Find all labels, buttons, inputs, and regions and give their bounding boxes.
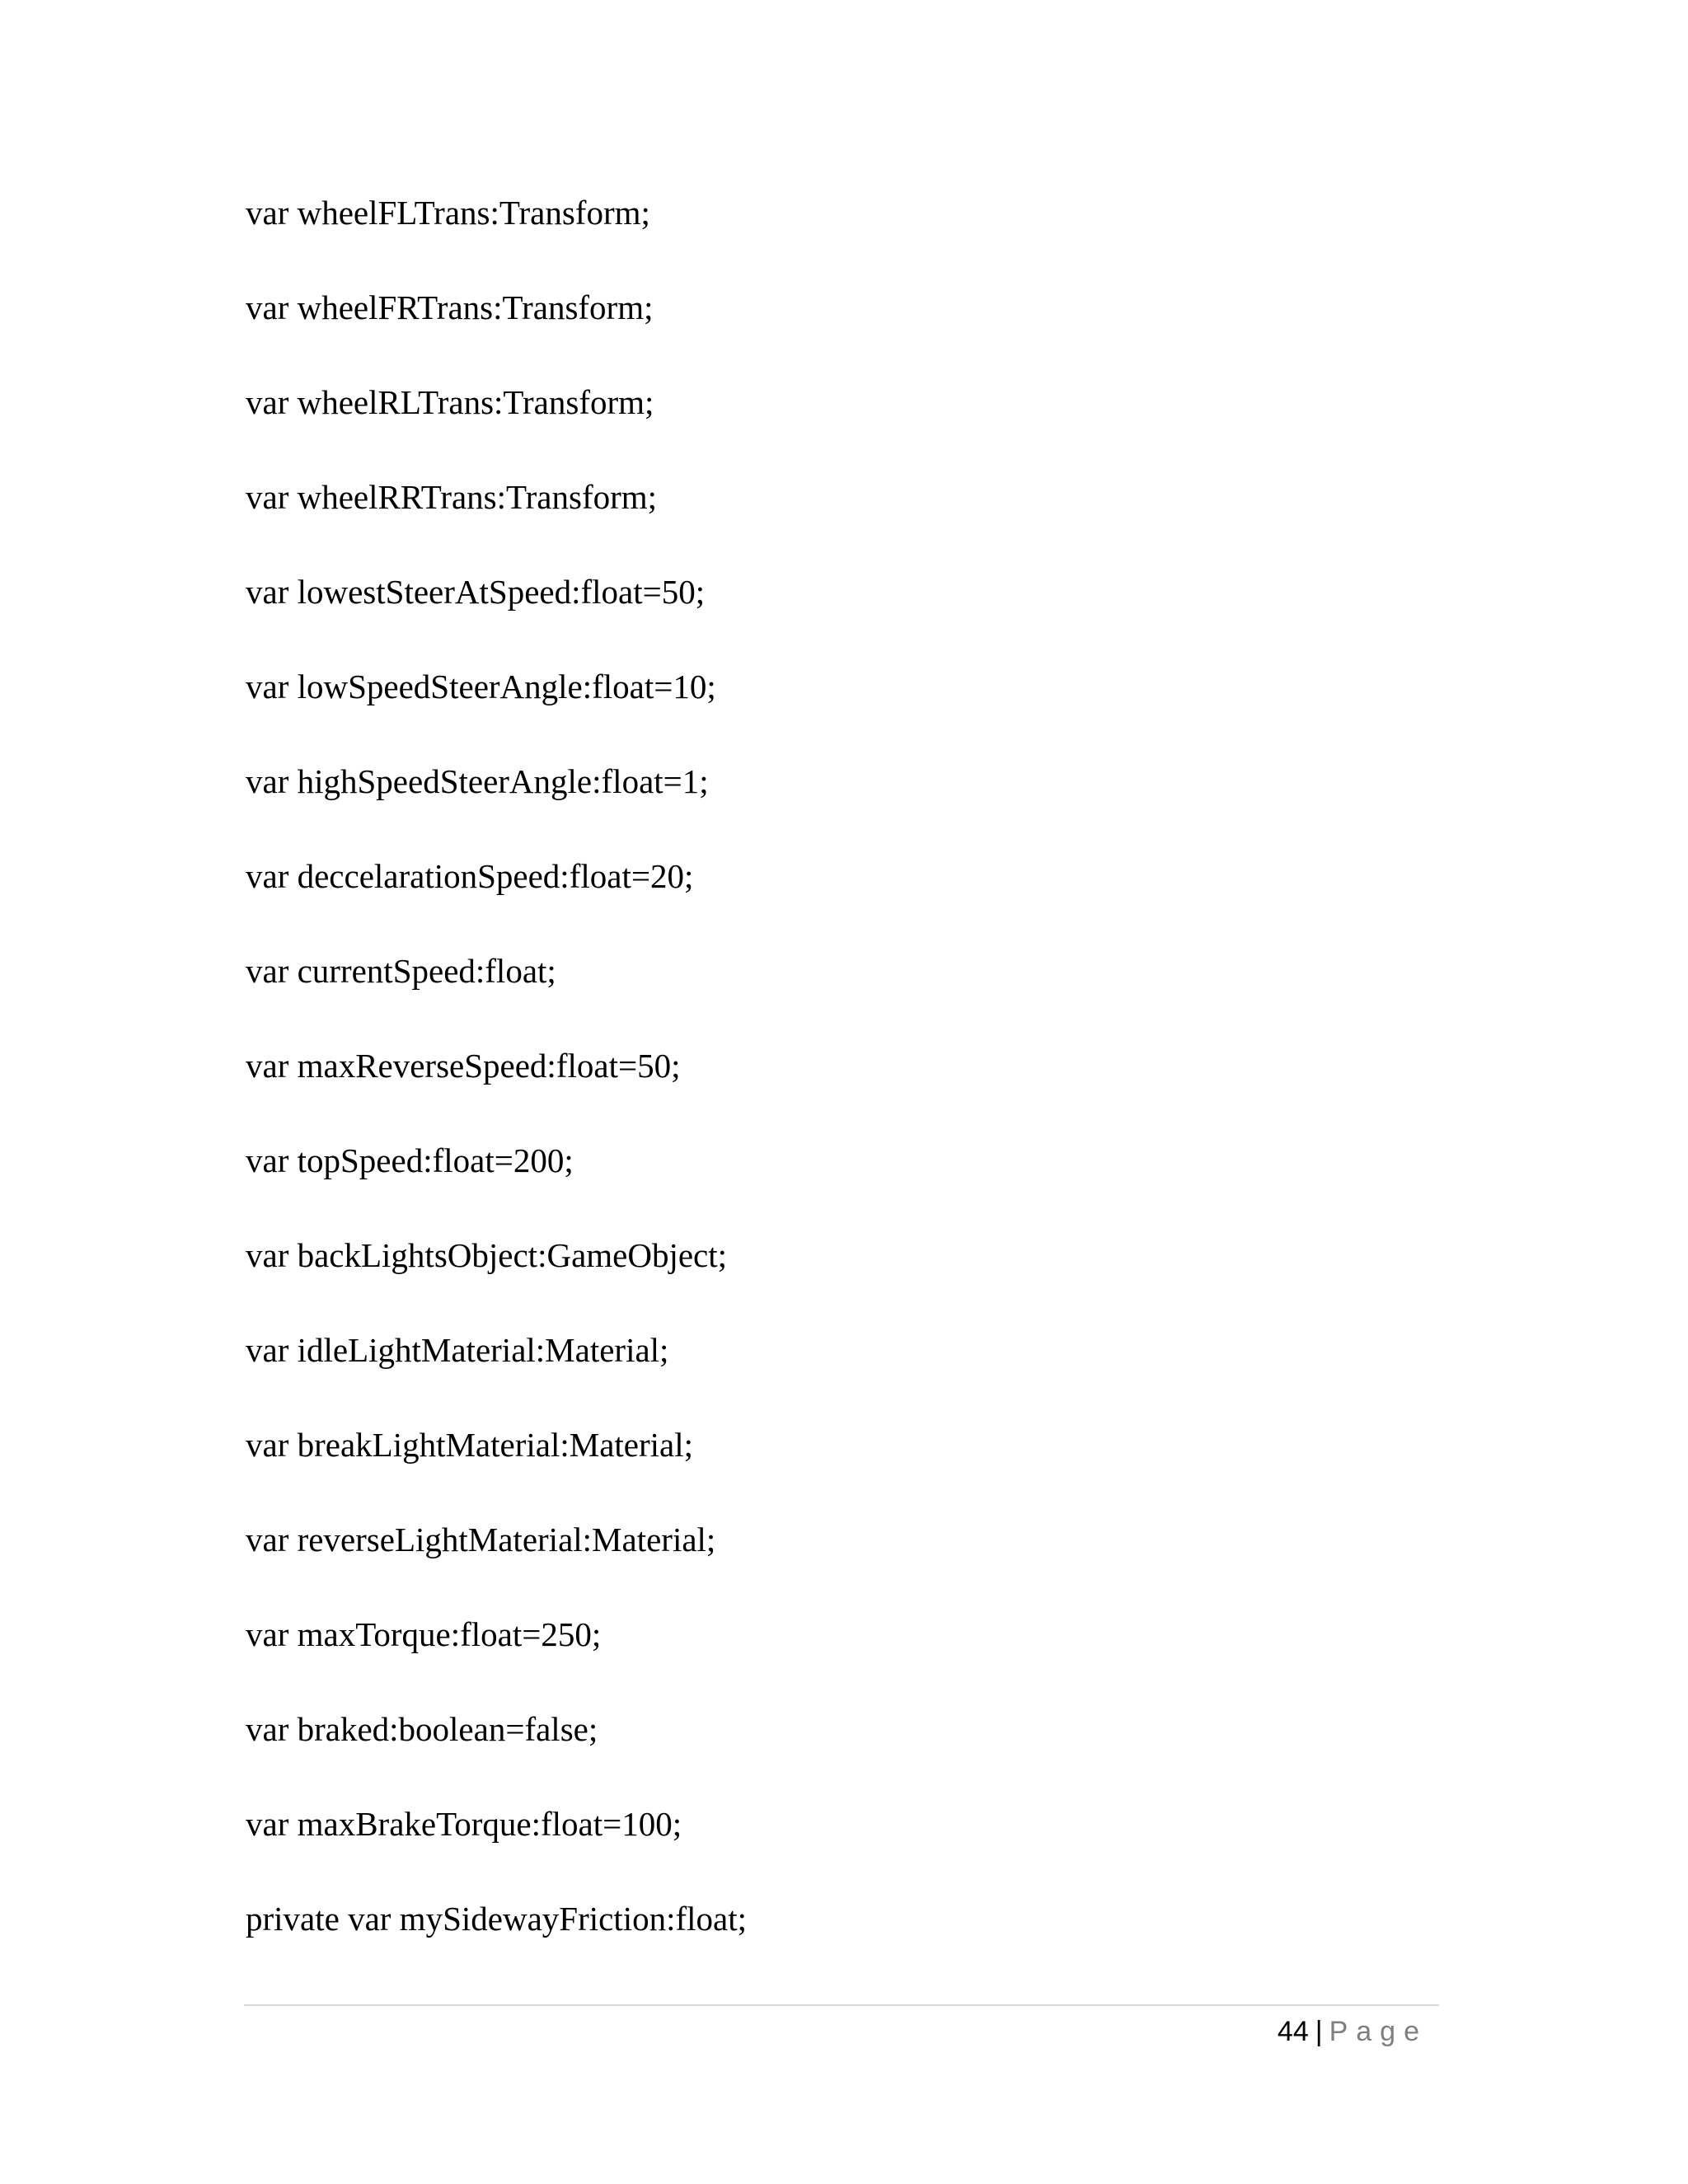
code-line: var wheelRRTrans:Transform;	[246, 478, 658, 516]
footer-divider	[244, 2004, 1439, 2006]
code-line: var backLightsObject:GameObject;	[246, 1236, 728, 1274]
code-line: var topSpeed:float=200;	[246, 1141, 574, 1179]
code-listing	[246, 186, 747, 1987]
code-line: var wheelFLTrans:Transform;	[246, 194, 650, 232]
page-footer	[1278, 2011, 1428, 2052]
code-line: var breakLightMaterial:Material;	[246, 1426, 694, 1464]
code-line: var wheelFRTrans:Transform;	[246, 288, 654, 326]
code-line: var maxBrakeTorque:float=100;	[246, 1805, 682, 1843]
code-line: var deccelarationSpeed:float=20;	[246, 857, 694, 895]
code-line: var maxTorque:float=250;	[246, 1615, 602, 1653]
code-line: private var mySidewayFriction:float;	[246, 1900, 748, 1938]
code-line: var lowestSteerAtSpeed:float=50;	[246, 573, 706, 611]
code-line: var braked:boolean=false;	[246, 1710, 598, 1748]
code-line: var currentSpeed:float;	[246, 952, 556, 990]
code-line: var lowSpeedSteerAngle:float=10;	[246, 668, 716, 705]
code-line: var reverseLightMaterial:Material;	[246, 1521, 716, 1558]
code-line: var wheelRLTrans:Transform;	[246, 383, 654, 421]
page-label: Page	[1329, 2016, 1428, 2047]
code-line: var highSpeedSteerAngle:float=1;	[246, 762, 709, 800]
code-line: var idleLightMaterial:Material;	[246, 1331, 669, 1369]
footer-separator: |	[1315, 2016, 1323, 2047]
code-line: var maxReverseSpeed:float=50;	[246, 1047, 681, 1085]
page-number: 44	[1277, 2016, 1309, 2047]
